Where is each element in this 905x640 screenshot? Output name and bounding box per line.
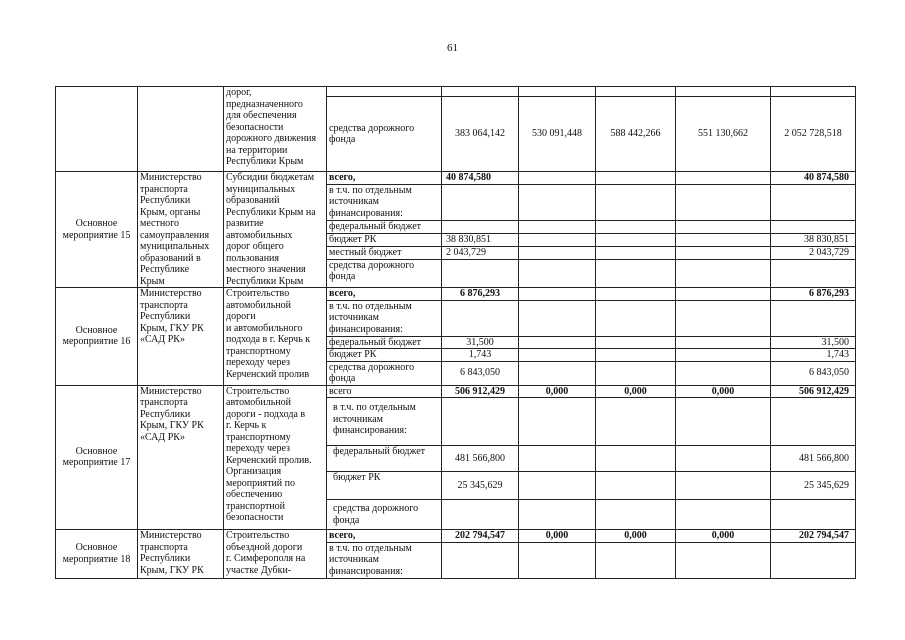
funding-source-cell: в т.ч. по отдельным источникам финансирования:: [327, 398, 442, 446]
value-cell: 530 091,448: [519, 97, 596, 172]
value-cell: 2 043,729: [771, 246, 856, 259]
funding-source-cell: бюджет РК: [327, 472, 442, 500]
value-cell: 31,500: [771, 336, 856, 349]
table-row: [56, 288, 856, 301]
funding-source-cell: в т.ч. по отдельным источникам финансирования:: [327, 184, 442, 221]
value-cell: 1,743: [771, 349, 856, 362]
value-cell: 6 843,050: [442, 361, 519, 385]
value-cell: 25 345,629: [442, 472, 519, 500]
responsible-executor: Министерство транспорта Республики Крым, органы местного самоуправления муниципальных образований в Республике Крым: [138, 172, 224, 288]
value-cell: 202 794,547: [442, 530, 519, 543]
value-cell: 6 876,293: [771, 288, 856, 301]
funding-source-cell: средства дорожного фонда: [327, 500, 442, 530]
value-cell: 383 064,142: [442, 97, 519, 172]
funding-source-cell: всего,: [327, 530, 442, 543]
value-cell: 25 345,629: [771, 472, 856, 500]
funding-source-cell: в т.ч. по отдельным источникам финансирования:: [327, 542, 442, 578]
value-cell: [676, 172, 771, 185]
table-row: [56, 172, 856, 185]
measure-label: Основное мероприятие 15: [56, 172, 138, 288]
funding-source-cell: всего,: [327, 288, 442, 301]
funding-source-cell: всего,: [327, 172, 442, 185]
funding-source-cell: всего: [327, 385, 442, 398]
program-table: [55, 86, 856, 579]
measure-label: Основное мероприятие 16: [56, 288, 138, 386]
value-cell: 6 876,293: [442, 288, 519, 301]
funding-source-cell: местный бюджет: [327, 246, 442, 259]
table-row: [56, 385, 856, 398]
value-cell: 0,000: [596, 530, 676, 543]
value-cell: 40 874,580: [442, 172, 519, 185]
funding-source-cell: средства дорожного фонда: [327, 97, 442, 172]
measure-name: Строительство объездной дороги г. Симферополя на участке Дубки-: [224, 530, 327, 579]
page-number: 61: [447, 42, 458, 54]
funding-source-cell: федеральный бюджет: [327, 336, 442, 349]
measure-label: Основное мероприятие 17: [56, 385, 138, 530]
responsible-executor: Министерство транспорта Республики Крым, ГКУ РК: [138, 530, 224, 579]
value-cell: 506 912,429: [771, 385, 856, 398]
responsible-cell: [138, 87, 224, 172]
measure-name: Строительство автомобильной дороги и автомобильного подхода в г. Керчь к транспортному переходу через Керченский пролив: [224, 288, 327, 386]
measure-label: Основное мероприятие 18: [56, 530, 138, 579]
responsible-executor: Министерство транспорта Республики Крым, ГКУ РК «САД РК»: [138, 385, 224, 530]
value-cell: 38 830,851: [442, 234, 519, 247]
value-cell: 2 043,729: [442, 246, 519, 259]
value-cell: 0,000: [519, 385, 596, 398]
table-row: [56, 87, 856, 97]
value-cell: 0,000: [676, 385, 771, 398]
value-cell: 40 874,580: [771, 172, 856, 185]
funding-source-cell: средства дорожного фонда: [327, 361, 442, 385]
funding-source-cell: в т.ч. по отдельным источникам финансирования:: [327, 300, 442, 336]
responsible-executor: Министерство транспорта Республики Крым, ГКУ РК «САД РК»: [138, 288, 224, 386]
value-cell: 551 130,662: [676, 97, 771, 172]
measure-name-cell: дорог, предназначенного для обеспечения безопасности дорожного движения на территории Республики Крым: [224, 87, 327, 172]
value-cell: 0,000: [596, 385, 676, 398]
value-cell: [596, 172, 676, 185]
value-cell: 6 843,050: [771, 361, 856, 385]
value-cell: 31,500: [442, 336, 519, 349]
measure-cell: [56, 87, 138, 172]
value-cell: 2 052 728,518: [771, 97, 856, 172]
table-row: [56, 530, 856, 543]
funding-source-cell: федеральный бюджет: [327, 221, 442, 234]
value-cell: 0,000: [676, 530, 771, 543]
value-cell: 0,000: [519, 530, 596, 543]
value-cell: 202 794,547: [771, 530, 856, 543]
value-cell: 481 566,800: [771, 446, 856, 472]
value-cell: 38 830,851: [771, 234, 856, 247]
value-cell: [519, 172, 596, 185]
value-cell: 588 442,266: [596, 97, 676, 172]
value-cell: 506 912,429: [442, 385, 519, 398]
funding-source-cell: средства дорожного фонда: [327, 259, 442, 288]
funding-source-cell: бюджет РК: [327, 349, 442, 362]
value-cell: 1,743: [442, 349, 519, 362]
funding-source-cell: бюджет РК: [327, 234, 442, 247]
funding-source-cell: федеральный бюджет: [327, 446, 442, 472]
measure-name: Строительство автомобильной дороги - подхода в г. Керчь к транспортному переходу через Керченский пролив. Организация мероприятий по обеспечению транспортной безопасности: [224, 385, 327, 530]
value-cell: 481 566,800: [442, 446, 519, 472]
measure-name: Субсидии бюджетам муниципальных образований Республики Крым на развитие автомобильных дорог общего пользования местного значения Республики Крым: [224, 172, 327, 288]
